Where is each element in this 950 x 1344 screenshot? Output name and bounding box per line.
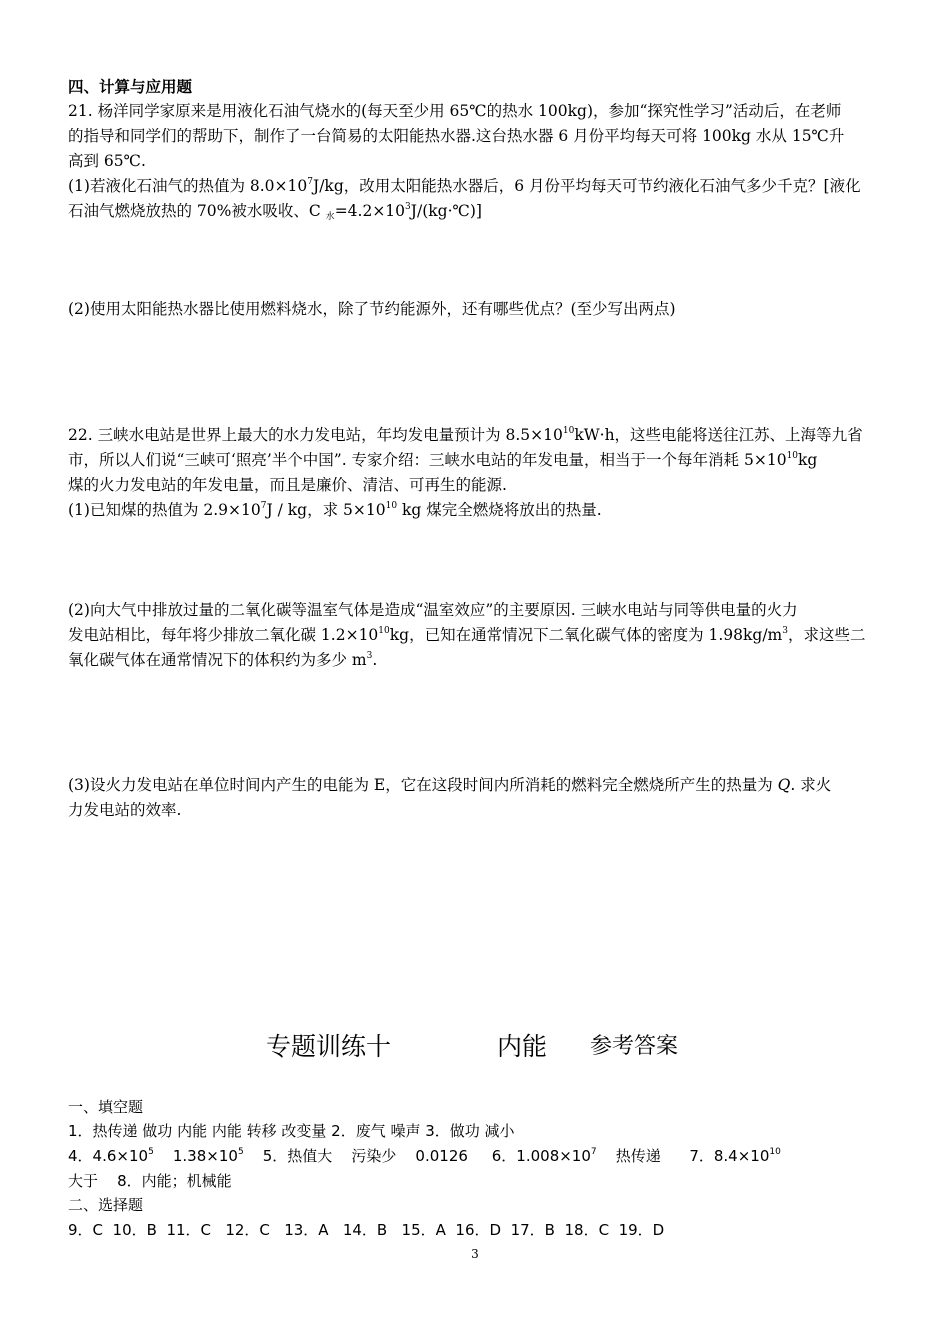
q22-line2: 市，所以人们说“三峡可‘照亮’半个中国”. 专家介绍：三峡水电站的年发电量，相当于一个每年消耗 $5\times 10^{10}kg$: [68, 451, 818, 469]
q21-part1-line2: 石油气燃烧放热的 70%被水吸收、C $_水=4.2\times 10^3J/(kg\cdot℃)$]: [68, 202, 482, 222]
answers-title: [0, 1030, 950, 1064]
q21-line3: 高到 65℃.: [68, 152, 146, 170]
q22-part1: (1)已知煤的热值为 $2.9\times 10^7J$ / kg，求 $5\times 10^{10}$ kg 煤完全燃烧将放出的热量.: [68, 501, 602, 519]
q22-part2-line3: 氧化碳气体在通常情况下的体积约为多少 $m^3$.: [68, 651, 378, 669]
q22-line3: 煤的火力发电站的年发电量，而且是廉价、清洁、可再生的能源.: [68, 476, 507, 494]
choice-answers: 9．C 10．B 11．C 12．C 13．A 14．B 15．A 16．D 17．B 18．C 19．D: [68, 1221, 665, 1239]
section-heading: 四、计算与应用题: [68, 77, 193, 96]
q22-part2-line1: (2)向大气中排放过量的二氧化碳等温室气体是造成“温室效应”的主要原因. 三峡水电站与同等供电量的火力: [68, 601, 798, 619]
q22-part3-line1: (3)设火力发电站在单位时间内产生的电能为 E，它在这段时间内所消耗的燃料完全燃烧所产生的热量为 Q. 求火: [68, 776, 832, 794]
q22-line1: 22. 三峡水电站是世界上最大的水力发电站，年均发电量预计为 $8.5\times 10^{10}kW\cdot h$，这些电能将送往江苏、上海等九省: [68, 426, 863, 444]
fill-answers-line2: 4．$4.6\times 10^5$ $1.38\times 10^5$ 5．热值大 污染少 0.0126 6．$1.008\times 10^7$ 热传递 7．$8.4\times 10^{10}$: [68, 1147, 781, 1165]
q22-part3-line2: 力发电站的效率.: [68, 801, 182, 819]
answers-title-topic: 专题训练十: [266, 1032, 392, 1061]
answers-title-subject: 内能: [497, 1032, 548, 1061]
q21-line2: 的指导和同学们的帮助下，制作了一台简易的太阳能热水器.这台热水器 6 月份平均每天可将 100kg 水从 15℃升: [68, 127, 845, 145]
fill-answers-line3: 大于 8．内能；机械能: [68, 1172, 232, 1190]
q22-part2-line2: 发电站相比，每年将少排放二氧化碳 $1.2\times 10^{10}kg$，已知在通常情况下二氧化碳气体的密度为 $1.98kg/m^3$，求这些二: [68, 626, 866, 644]
q21-line1: 21. 杨洋同学家原来是用液化石油气烧水的(每天至少用 65℃的热水 100kg)，参加“探究性学习”活动后，在老师: [68, 102, 842, 120]
page-number: 3: [471, 1247, 479, 1261]
fill-answers-line1: 1．热传递 做功 内能 内能 转移 改变量 2．废气 噪声 3．做功 减小: [68, 1122, 515, 1140]
q21-part2: (2)使用太阳能热水器比使用燃料烧水，除了节约能源外，还有哪些优点？(至少写出两点): [68, 300, 676, 318]
answers-title-label: 参考答案: [590, 1034, 679, 1059]
q21-part1-line1: (1)若液化石油气的热值为 $8.0\times 10^7J/kg$，改用太阳能热水器后，6 月份平均每天可节约液化石油气多少千克？[液化: [68, 177, 861, 195]
fill-heading: 一、填空题: [68, 1098, 144, 1116]
choice-heading: 二、选择题: [68, 1196, 144, 1214]
